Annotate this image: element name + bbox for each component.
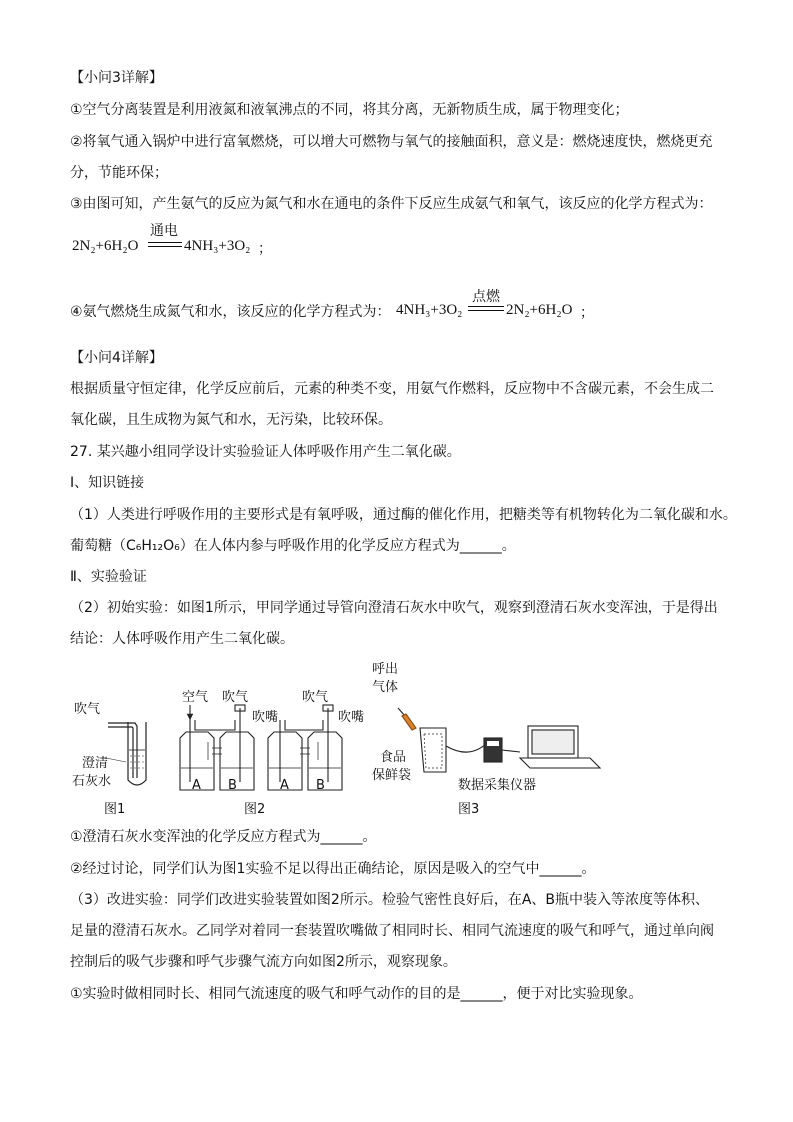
q3-p4: ④氨气燃烧生成氮气和水，该反应的化学方程式为： xyxy=(70,304,391,320)
eq1-double-line xyxy=(148,242,182,247)
fig2-air-label: 空气 xyxy=(182,690,209,705)
fig2-label-b2: B xyxy=(316,778,325,793)
q4-p1b: 氧化碳，且生成物为氮气和水，无污染，比较环保。 xyxy=(70,412,392,428)
q27-s1b: 葡萄糖（C₆H₁₂O₆）在人体内参与呼吸作用的化学反应方程式为______。 xyxy=(70,538,516,554)
fig3-device-label: 数据采集仪器 xyxy=(458,778,537,793)
fig2-blow-label-2: 吹气 xyxy=(302,690,329,705)
fig3-exhale-label-1: 呼出 xyxy=(372,662,399,677)
figure1-apparatus xyxy=(106,722,146,785)
fig2-caption: 图2 xyxy=(244,802,266,817)
q27-s3c: 控制后的吸气步骤和呼气步骤气流方向如图2所示，观察现象。 xyxy=(70,954,457,970)
q27-qc: ①实验时做相同时长、相同气流速度的吸气和呼气动作的目的是______，便于对比实验现象。 xyxy=(70,986,643,1002)
eq1-end: ； xyxy=(258,241,272,257)
q27-s2a: （2）初始实验：如图1所示，甲同学通过导管向澄清石灰水中吹气，观察到澄清石灰水变浑浊，于是得出 xyxy=(70,600,718,616)
q27-s3a: （3）改进实验：同学们改进实验装置如图2所示。检验气密性良好后，在A、B瓶中装入等浓度等体积、 xyxy=(70,892,709,908)
equation-2 xyxy=(396,286,616,326)
fig2-mouth-label-2: 吹嘴 xyxy=(338,710,365,725)
eq2-end: ； xyxy=(580,305,594,321)
part2-heading: Ⅱ、实验验证 xyxy=(70,569,147,585)
q3-p2a: ②将氧气通入锅炉中进行富氧燃烧，可以增大可燃物与氧气的接触面积，意义是：燃烧速度快，燃烧更充 xyxy=(70,134,713,150)
q27-qb: ②经过讨论，同学们认为图1实验不足以得出正确结论，原因是吸入的空气中______。 xyxy=(70,861,596,877)
fig2-label-b1: B xyxy=(228,778,237,793)
fig2-blow-label-1: 吹气 xyxy=(222,690,249,705)
eq2-left: 4NH₃+3O₂ xyxy=(396,302,463,318)
fig3-exhale-label-2: 气体 xyxy=(372,680,399,695)
q3-p2b: 分，节能环保； xyxy=(70,165,168,181)
fig1-water-label-1: 澄清 xyxy=(82,756,109,771)
q4-p1a: 根据质量守恒定律，化学反应前后，元素的种类不变，用氨气作燃料，反应物中不含碳元素，不会生成二 xyxy=(70,381,714,397)
fig3-bag-label-1: 食品 xyxy=(380,750,407,765)
eq2-condition: 点燃 xyxy=(472,289,500,305)
q3-p3: ③由图可知，产生氨气的反应为氮气和水在通电的条件下反应生成氨气和氧气，该反应的化学方程式为： xyxy=(70,196,713,212)
q4-title: 【小问4详解】 xyxy=(70,350,163,366)
fig1-blow-label: 吹气 xyxy=(74,702,101,717)
eq1-condition: 通电 xyxy=(150,223,178,239)
eq1-right: 4NH₃+3O₂ xyxy=(184,238,251,254)
part1-heading: Ⅰ、知识链接 xyxy=(70,475,145,491)
q27-qa: ①澄清石灰水变浑浊的化学反应方程式为______。 xyxy=(70,829,377,845)
fig2-label-a2: A xyxy=(280,778,289,793)
eq2-double-line xyxy=(468,306,504,311)
equation-1 xyxy=(72,220,292,264)
figures-area xyxy=(0,650,793,820)
figure3-apparatus xyxy=(398,708,600,772)
eq1-left: 2N₂+6H₂O xyxy=(72,238,139,254)
fig2-label-a1: A xyxy=(192,778,201,793)
fig3-bag-label-2: 保鲜袋 xyxy=(372,768,412,783)
q27-s3b: 足量的澄清石灰水。乙同学对着同一套装置吹嘴做了相同时长、相同气流速度的吸气和呼气，通过单向阀 xyxy=(70,923,714,939)
fig1-water-label-2: 石灰水 xyxy=(72,774,112,789)
q27-s1a: （1）人类进行呼吸作用的主要形式是有氧呼吸，通过酶的催化作用，把糖类等有机物转化为二氧化碳和水。 xyxy=(70,507,737,523)
fig3-caption: 图3 xyxy=(458,802,480,817)
q3-title: 【小问3详解】 xyxy=(70,70,163,86)
fig2-mouth-label-1: 吹嘴 xyxy=(252,710,279,725)
q27-stem: 27. 某兴趣小组同学设计实验验证人体呼吸作用产生二氧化碳。 xyxy=(70,444,461,460)
q3-p1: ①空气分离装置是利用液氮和液氧沸点的不同，将其分离，无新物质生成，属于物理变化； xyxy=(70,102,629,118)
eq2-right: 2N₂+6H₂O xyxy=(506,302,573,318)
fig1-caption: 图1 xyxy=(104,802,126,817)
q27-s2b: 结论：人体呼吸作用产生二氧化碳。 xyxy=(70,631,294,647)
